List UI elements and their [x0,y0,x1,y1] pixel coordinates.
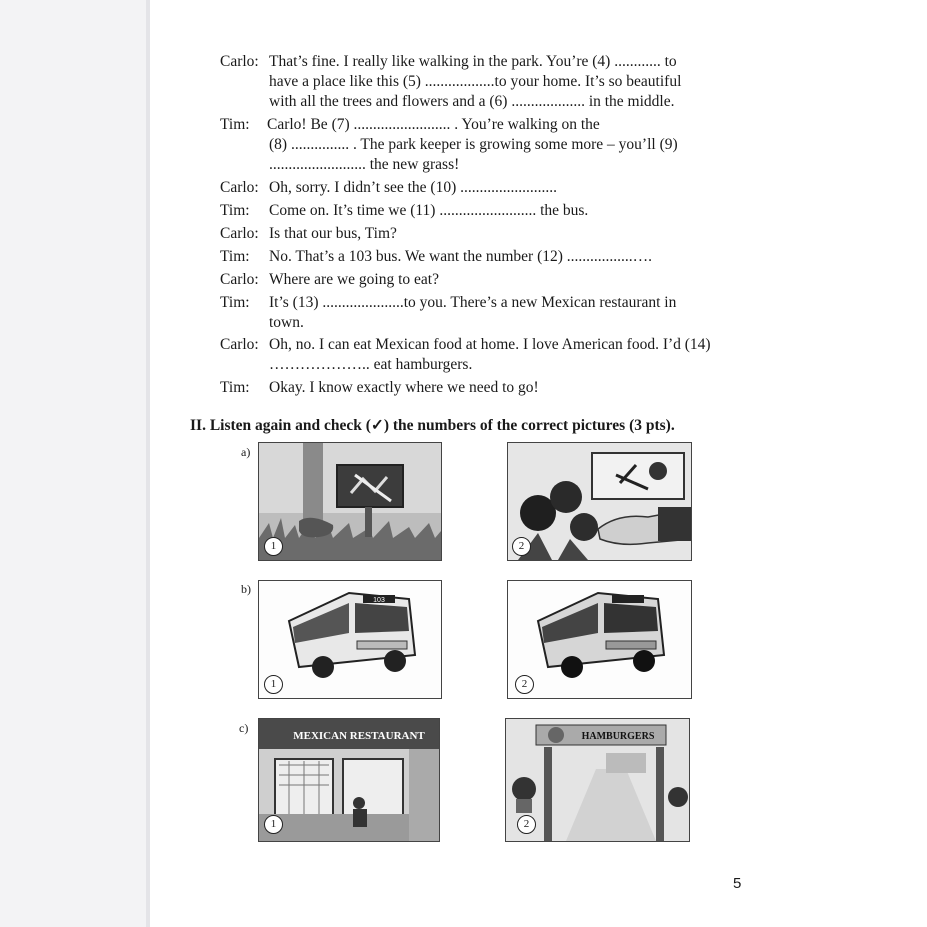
dialogue-line: ……………….. eat hamburgers. [269,356,473,373]
speaker-label: Tim: [220,248,250,265]
picture-c1-mexican-restaurant[interactable] [258,718,440,842]
dialogue-line: Oh, sorry. I didn’t see the (10) ......................... [269,179,557,196]
picture-number: 1 [264,675,283,694]
dialogue-line: ......................... the new grass! [269,156,460,173]
picture-number: 2 [517,815,536,834]
speaker-label: Tim: [220,379,250,396]
picture-number: 2 [512,537,531,556]
page-number: 5 [733,875,742,892]
dialogue-line: have a place like this (5) ..................to your home. It’s so beautiful [269,73,682,90]
speaker-label: Carlo: [220,271,259,288]
picture-number: 2 [515,675,534,694]
speaker-label: Tim: [220,202,250,219]
picture-number: 1 [264,537,283,556]
dialogue-line: Come on. It’s time we (11) ......................... the bus. [269,202,589,219]
speaker-label: Carlo: [220,53,259,70]
bus-route-sign: 103 [373,597,385,604]
picture-b1-bus[interactable] [258,580,442,699]
speaker-label: Tim: [220,116,250,133]
picture-c2-hamburgers[interactable] [505,718,690,842]
picture-row-label: b) [241,582,251,596]
speaker-label: Tim: [220,294,250,311]
picture-a1-grass-sign[interactable] [258,442,442,561]
picture-row-label: a) [241,445,251,459]
page-gutter [0,0,148,927]
picture-b2-bus[interactable] [507,580,692,699]
speaker-label: Carlo: [220,225,259,242]
dialogue-line: with all the trees and flowers and a (6) ................... in the middle. [269,93,675,110]
restaurant-sign: MEXICAN RESTAURANT [293,730,425,742]
speaker-label: Carlo: [220,336,259,353]
section-heading: II. Listen again and check (✓) the numbers of the correct pictures (3 pts). [190,417,675,434]
picture-number: 1 [264,815,283,834]
dialogue-line: Where are we going to eat? [269,271,439,288]
dialogue-line: It’s (13) .....................to you. There’s a new Mexican restaurant in [269,294,677,311]
restaurant-sign: HAMBURGERS [581,731,655,742]
dialogue-line: Okay. I know exactly where we need to go! [269,379,539,396]
picture-a2-flower-sign[interactable] [507,442,692,561]
picture-row-label: c) [239,721,249,735]
dialogue-line: town. [269,314,304,331]
dialogue-line: Is that our bus, Tim? [269,225,397,242]
dialogue-line: Oh, no. I can eat Mexican food at home. I love American food. I’d (14) [269,336,711,353]
dialogue-line: (8) ............... . The park keeper is growing some more – you’ll (9) [269,136,678,153]
dialogue-line: No. That’s a 103 bus. We want the number (12) .................…. [269,248,653,265]
dialogue-line: That’s fine. I really like walking in the park. You’re (4) ............ to [269,53,677,70]
speaker-label: Carlo: [220,179,259,196]
dialogue-line: Carlo! Be (7) ......................... . You’re walking on the [267,116,600,133]
